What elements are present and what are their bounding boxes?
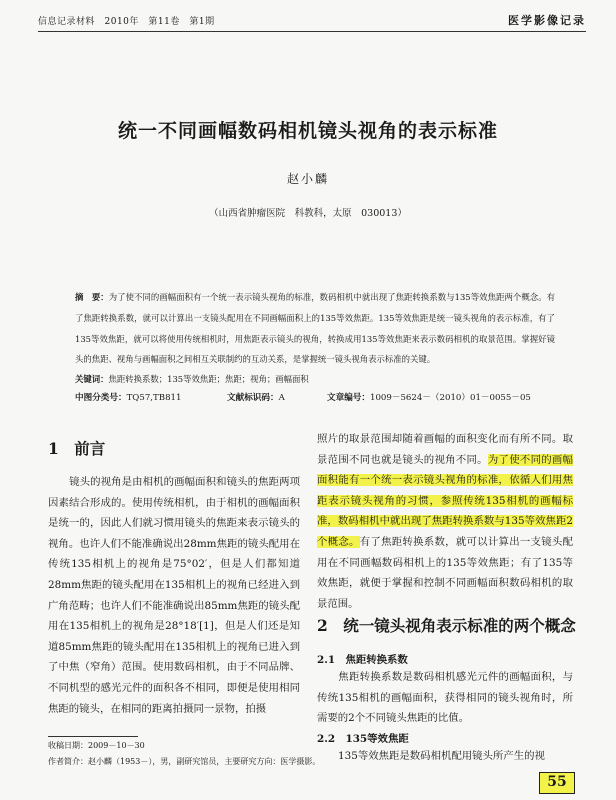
clc-label: 中图分类号： (75, 393, 127, 403)
conversion-text: 焦距转换系数是数码相机感光元件的画幅面积，与传统135相机的画幅面积，获得相同的镜头视角时，所需要的2个不同镜头焦距的比值。 (317, 671, 573, 725)
page-number: 55 (539, 772, 575, 794)
right-text-after: 有了焦距转换系数，就可以计算出一支镜头配用在不同画幅数码相机上的135等效焦距；有了135等效焦距，就便于掌握和控制不同画幅面积数码相机的取景范围。 (317, 535, 574, 610)
keywords-text: 焦距转换系数；135等效焦距；焦距；视角；画幅面积 (108, 374, 309, 384)
equivalent-text: 135等效焦距是数码相机配用镜头所产生的视 (338, 750, 545, 762)
section-heading-concepts: 2 统一镜头视角表示标准的两个概念 (317, 616, 576, 635)
footnote-received: 收稿日期：2009－10－30 (48, 741, 145, 750)
footnote-rule (48, 736, 138, 737)
running-header (38, 10, 586, 32)
article-no-label: 文章编号： (327, 393, 370, 403)
intro-paragraph (48, 472, 300, 719)
footnote-bio: 作者简介：赵小麟（1953－），男，副研究馆员，主要研究方向：医学摄影。 (48, 757, 321, 766)
abstract-text: 为了使不同的画幅面积有一个统一表示镜头视角的标准，数码相机中就出现了焦距转换系数与135等效焦距两个概念。有了焦距转换系数，就可以计算出一支镜头配用在不同画幅面积上的135等效焦距。135等效焦距是统一镜头视角的表示标准，有了135等效焦距，就可以将使用传统相机时，用焦距表示镜头的视角，转换成用135等效焦距来表示数码相机的取景范围。掌握好镜头的焦距、视角与画幅面积之间相互关联制约的互动关系，是掌握统一镜头视角表示标准的关键。 (75, 292, 556, 365)
article-no-value: 1009－5624－（2010）01－0055－05 (369, 393, 531, 403)
abstract-label: 摘 要： (75, 292, 109, 302)
right-paragraph (317, 429, 573, 614)
keywords (75, 371, 555, 387)
section-heading-intro: 1 前言 (48, 439, 106, 458)
author: 赵小麟 (286, 172, 329, 186)
doc-code-value: A (278, 393, 285, 403)
journal-info: 信息记录材料 2010年 第11卷 第1期 (38, 17, 215, 27)
paper-title: 统一不同画幅数码相机镜头视角的表示标准 (117, 120, 498, 142)
subsection-equivalent-text (317, 746, 573, 767)
subsection-heading-equivalent: 2.2 135等效焦距 (317, 733, 409, 745)
clc-value: TQ57,TB811 (126, 393, 182, 403)
right-text-before: 照片的取景范围却随着画幅的面积变化而有所不同。取景范围不同也就是镜头的视角不同。 (317, 433, 573, 466)
intro-text: 镜头的视角是由相机的画幅面积和镜头的焦距两项因素结合形成的。使用传统相机，由于相机的画幅面积是统一的，因此人们就习惯用镜头的焦距来表示镜头的视角。也许人们不能准确说出28mm焦距的镜头配用在传统135相机上的视角是75°02′，但是人们都知道28mm焦距的镜头配用在135相机上的视角已经进入到广角范畴；也许人们不能准确说出85mm焦距的镜头配用在135相机上的视角是28°18′[1]，但是人们还是知道85mm焦距的镜头配用在135相机上的视角已进入到了中焦（窄角）范围。使用数码相机，由于不同品牌、不同机型的感光元件的面积各不相同，即便是使用相同焦距的镜头，在相同的距离拍摄同一景物，拍摄 (48, 476, 300, 715)
subsection-heading-conversion: 2.1 焦距转换系数 (317, 654, 408, 666)
doc-code-label: 文献标识码： (227, 393, 279, 403)
affiliation: （山西省肿瘤医院 科教科，太原 030013） (209, 208, 407, 219)
keywords-label: 关键词： (75, 374, 109, 384)
subsection-conversion-text (317, 667, 573, 729)
journal-section: 医学影像记录 (508, 14, 586, 27)
highlighted-text: 为了使不同的画幅面积能有一个统一表示镜头视角的标准，依循人们用焦距表示镜头视角的习惯，参照传统135相机的画幅标准，数码相机中就出现了焦距转换系数与135等效焦距2个概念。 (317, 453, 573, 548)
abstract (75, 287, 555, 370)
